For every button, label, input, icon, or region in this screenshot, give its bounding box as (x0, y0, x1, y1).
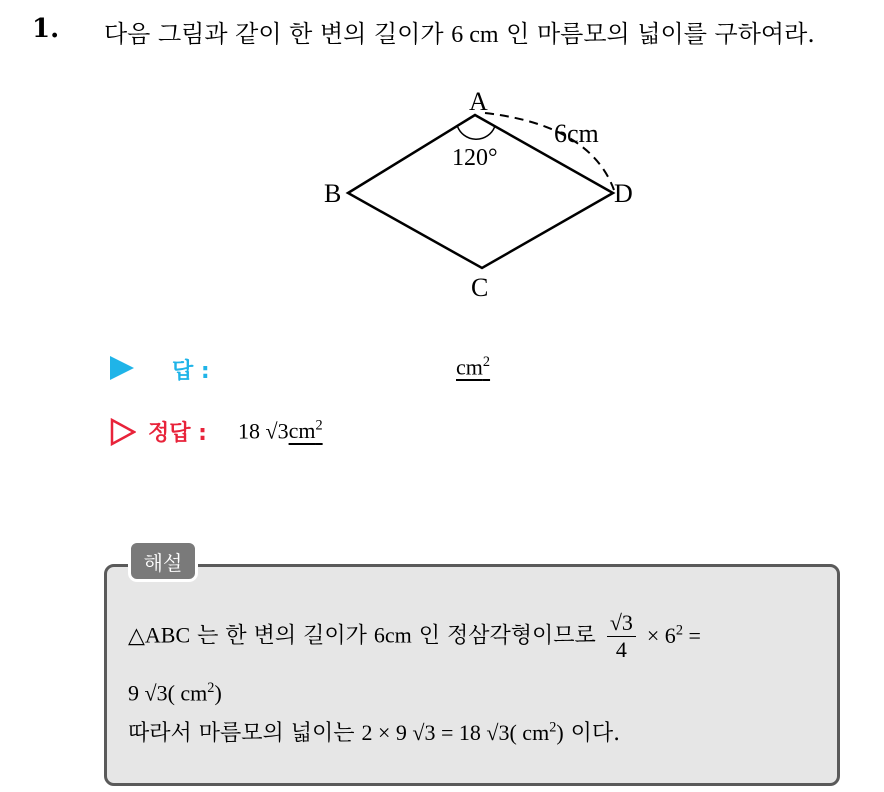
correct-answer-number: 18 (238, 418, 260, 444)
correct-answer-label: 정답 : (148, 421, 207, 446)
fraction-numerator: √3 (607, 610, 636, 637)
solution-line3-end: 이다. (570, 721, 621, 746)
correct-answer-row (110, 416, 610, 456)
question-text-before: 다음 그림과 같이 한 변의 길이가 (104, 20, 444, 48)
answer-unit (456, 354, 490, 380)
solution-line-1 (128, 610, 701, 663)
solution-line1-tail-exponent: 2 (675, 622, 683, 639)
solution-box (104, 564, 840, 786)
angle-label: 120° (452, 145, 498, 171)
solution-tag: 해설 (128, 540, 198, 582)
solution-line2-close: ) (214, 680, 222, 706)
solution-line1-tail-text: × 6 (646, 622, 676, 648)
rhombus-figure (310, 80, 650, 305)
vertex-a-label: A (469, 87, 488, 116)
solution-line3-text: 따라서 마름모의 넓이는 (128, 721, 355, 746)
vertex-b-label: B (324, 179, 342, 208)
solution-line-2 (128, 680, 222, 706)
correct-answer-sqrt: √3 (265, 418, 289, 444)
side-length-label: 6cm (554, 119, 599, 148)
solution-line2-text: 9 √3( cm (128, 680, 208, 706)
correct-arrow-icon (110, 418, 136, 446)
question-side-value: 6 cm (451, 22, 499, 48)
answer-unit-exponent: 2 (482, 354, 491, 370)
correct-answer-unit-exponent: 2 (315, 418, 323, 434)
solution-fraction (607, 610, 636, 663)
solution-line1-text: 는 한 변의 길이가 (197, 623, 367, 649)
solution-line1-tail (647, 623, 701, 648)
fraction-denominator: 4 (615, 637, 627, 662)
correct-answer-unit-text: cm (288, 418, 316, 444)
answer-unit-text: cm (456, 354, 483, 380)
answer-label: 답 : (172, 359, 210, 384)
angle-arc (457, 125, 495, 139)
correct-answer-unit (289, 418, 323, 443)
solution-line1-text2: 인 정삼각형이므로 (418, 623, 596, 649)
solution-line2-exponent: 2 (207, 680, 215, 696)
question-number: 1. (32, 14, 60, 44)
solution-line-3 (128, 716, 620, 747)
answer-arrow-icon (110, 356, 134, 380)
solution-line1-side: 6cm (373, 622, 412, 648)
vertex-c-label: C (471, 273, 489, 302)
vertex-d-label: D (614, 179, 633, 208)
solution-triangle-name: △ABC (128, 622, 191, 648)
solution-line1-equals: = (688, 622, 701, 648)
answer-row (110, 352, 610, 392)
solution-line3-exponent: 2 (549, 719, 557, 736)
solution-line3-math (362, 720, 564, 745)
question-text (104, 14, 815, 49)
solution-line3-math-text: 2 × 9 √3 = 18 √3( cm (361, 720, 550, 745)
question-text-after: 인 마름모의 넓이를 구하여라. (506, 20, 815, 48)
solution-line3-close: ) (556, 720, 564, 745)
correct-answer-value (238, 418, 323, 444)
